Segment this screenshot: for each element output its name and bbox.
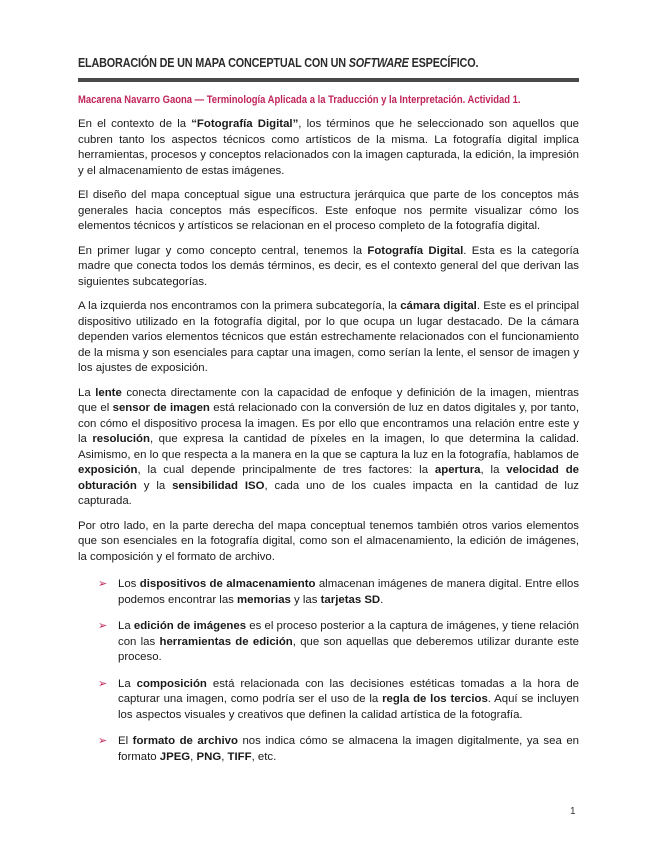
title-divider — [78, 78, 579, 82]
bold-term: herramientas de edición — [159, 635, 293, 648]
list-item: ➢ La composición está relacionada con las decisiones estéticas tomadas a la hora de capturar una imagen, como podría ser el uso de la regla de los tercios. Aquí se incluyen los aspectos visuales y creativos que definen la calidad artística de la fotografía. — [98, 677, 579, 721]
document-page — [78, 54, 579, 765]
arrow-bullet-icon: ➢ — [98, 735, 108, 747]
paragraph-right-side: Por otro lado, en la parte derecha del mapa conceptual tenemos también otros varios elementos que son esenciales en la fotografía digital, como son el almacenamiento, la edición de imágenes, la composición y el formato de archivo. — [78, 519, 579, 563]
title-text-end: ESPECÍFICO. — [408, 56, 479, 70]
bold-term: edición de imágenes — [133, 620, 247, 632]
arrow-bullet-icon: ➢ — [98, 677, 108, 690]
bold-term: regla de los tercios — [382, 693, 488, 705]
bold-term: cámara digital — [400, 300, 477, 312]
bold-term: lente — [95, 386, 122, 399]
paragraph-intro: En el contexto de la “Fotografía Digital”, los términos que he seleccionado son aquellos que cubren tanto los aspectos técnicos como artísticos de la misma. La fotografía digital implica herramientas, procesos y conceptos relacionados con la imagen capturada, la edición, la impresión y el almacenamiento de estas imágenes. — [78, 118, 580, 177]
list-item: ➢ Los dispositivos de almacenamiento almacenan imágenes de manera digital. Entre ellos podemos encontrar las memorias y las tarjetas SD. — [98, 578, 580, 606]
bold-term: dispositivos de almacenamiento — [139, 578, 316, 590]
bold-term: composición — [136, 677, 207, 690]
bold-term: JPEG — [159, 750, 191, 763]
paragraph-central-concept: En primer lugar y como concepto central, tenemos la Fotografía Digital. Esta es la categoría madre que conecta todos los demás términos, es decir, es el contexto general del que derivan las siguientes subcategorías. — [78, 244, 579, 288]
author-subtitle: Macarena Navarro Gaona — Terminología Aplicada a la Traducción y la Interpretación. Actividad 1. — [78, 94, 521, 106]
bold-term: memorias — [237, 593, 291, 606]
list-item: ➢ El formato de archivo nos indica cómo se almacena la imagen digitalmente, ya sea en formato JPEG, PNG, TIFF, etc. — [98, 735, 579, 763]
title-text: ELABORACIÓN DE UN MAPA CONCEPTUAL CON UN — [78, 56, 349, 70]
document-title — [78, 54, 509, 74]
bold-term: Fotografía Digital — [367, 244, 464, 257]
bold-term: apertura — [434, 464, 481, 476]
bold-term: exposición — [78, 464, 138, 476]
list-item: ➢ La edición de imágenes es el proceso posterior a la captura de imágenes, y tiene relación con las herramientas de edición, que son aquellas que deberemos utilizar durante este proceso. — [98, 620, 579, 663]
bold-term: sensor de imagen — [112, 402, 210, 414]
bold-term: PNG — [196, 750, 222, 763]
arrow-bullet-icon: ➢ — [98, 620, 108, 632]
bold-term: formato de archivo — [132, 735, 238, 747]
bold-term: TIFF — [227, 750, 252, 763]
bold-term: resolución — [92, 433, 150, 445]
paragraph-camera: A la izquierda nos encontramos con la primera subcategoría, la cámara digital. Este es el principal dispositivo utilizado en la fotografía digital, por lo que ocupa un lugar destacado. De la cámara dependen varios elementos técnicos que están estrechamente relacionados con el funcionamiento de la misma y son esenciales para captar una imagen, como serían la lente, el sensor de imagen y los ajustes de exposición. — [78, 300, 580, 374]
page-number: 1 — [570, 806, 576, 817]
bold-term: “Fotografía Digital” — [191, 118, 299, 130]
paragraph-structure: El diseño del mapa conceptual sigue una estructura jerárquica que parte de los conceptos más generales hacia conceptos más específicos. Este enfoque nos permite visualizar cómo los elementos técnicos y artísticos se relacionan en el proceso completo de la fotografía digital. — [78, 189, 579, 232]
arrow-bullet-icon: ➢ — [98, 578, 108, 590]
title-italic-word: SOFTWARE — [348, 56, 409, 70]
bullet-list — [78, 577, 579, 765]
bold-term: tarjetas SD — [320, 593, 381, 606]
paragraph-lens: La lente conecta directamente con la capacidad de enfoque y definición de la imagen, mientras que el sensor de imagen está relacionado con la conversión de luz en datos digitales y, por tanto, con cómo el dispositivo procesa la imagen. Es por ello que encontramos una relación entre este y la resolución, que expresa la cantidad de píxeles en la imagen, lo que determina la calidad. Asimismo, en lo que respecta a la manera en la que se captura la luz en la fotografía, hablamos de exposición, la cual depende principalmente de tres factores: la apertura, la velocidad de obturación y la sensibilidad ISO, cada uno de los cuales impacta en la cantidad de luz capturada. — [78, 386, 580, 507]
bold-term: velocidad de obturación — [78, 464, 579, 492]
bold-term: sensibilidad ISO — [172, 479, 265, 492]
